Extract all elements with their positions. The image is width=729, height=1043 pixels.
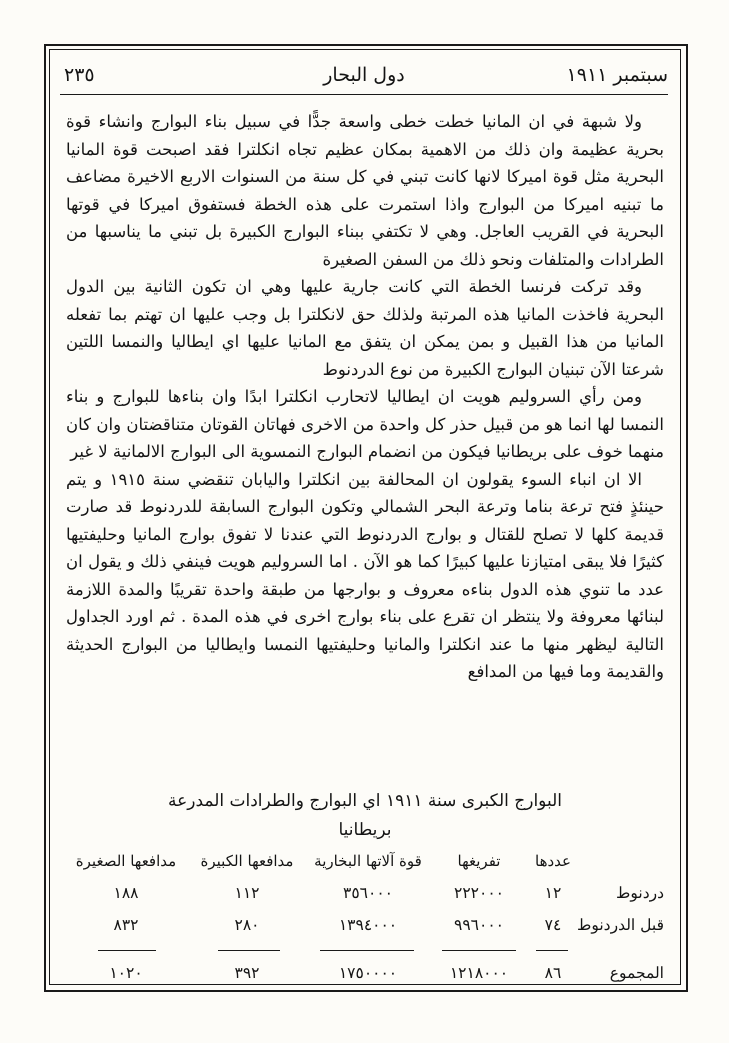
paragraph: ولا شبهة في ان المانيا خطت خطى واسعة جدًّا في سبيل بناء البوارج وانشاء قوة بحرية عظيمة وان ذلك من الاهمية بمكان عظيم تجاه انكلترا فقد اصبحت قوة المانيا البحرية مثل قوة اميركا لانها كانت تبني في كل سنة من السنوات الاربع الاخيرة مضاعف ما تبنيه اميركا من البوارج واذا استمرت على هذه الخطة فستفوق اميركا في قوتها البحرية في القريب العاجل. وهي لا تكتفي ببناء البوارج الكبيرة بل تبني ما يناسبها من الطرادات والمتلفات ونحو ذلك من السفن الصغيرة [66, 112, 664, 269]
table-total-row [66, 964, 664, 996]
table-cell: ٣٩٢ [234, 964, 260, 982]
column-header: عددها [535, 852, 571, 870]
sum-rule [442, 950, 516, 951]
table-cell: ٨٣٢ [113, 916, 139, 934]
table-cell: ١١٢ [234, 884, 260, 902]
table-cell: ٨٦ [544, 964, 562, 982]
column-header: تفريغها [457, 852, 501, 870]
article-body [66, 108, 664, 686]
table-cell: ١٢١٨٠٠٠ [449, 964, 509, 982]
running-header [60, 64, 668, 90]
header-title: دول البحار [323, 64, 405, 86]
row-label: قبل الدردنوط [577, 916, 664, 934]
row-label: دردنوط [616, 884, 664, 902]
column-header: مدافعها الكبيرة [200, 852, 294, 870]
header-rule [60, 94, 668, 95]
table-title: البوارج الكبرى سنة ١٩١١ اي البوارج والطرادات المدرعة [167, 791, 562, 811]
table-row [66, 916, 664, 948]
table-header-row [66, 852, 664, 884]
table-cell: ٢٢٢٠٠٠ [454, 884, 504, 902]
fleet-table [66, 852, 664, 990]
sum-rule [536, 950, 568, 951]
paragraph: الا ان انباء السوء يقولون ان المحالفة بين انكلترا واليابان تنقضي سنة ١٩١٥ و يتم حينئذٍ فتح ترعة بناما وترعة البحر الشمالي وتكون البوارج السابقة للدردنوط قد صارت قديمة كلها لا تصلح للقتال و بوارج الدردنوط التي عندنا لا تفوق بوارج المانيا وحليفتيها كثيرًا فلا يبقى امتيازنا عليها كبيرًا كما هو الآن . اما السرولیم هويت فينفي ذلك و يقول ان عدد ما تنوي هذه الدول بناءه معروف و بوارجها من طبقة واحدة تقريبًا والمدة اللازمة لبنائها معروفة ولا ينتظر ان تقرع على بناء بوارج اخرى في هذه المدة . ثم اورد الجداول التالية ليظهر منها ما عند انكلترا والمانيا وحليفتيها النمسا وايطاليا من البوارج الحديثة والقديمة وما فيها من المدافع [66, 469, 664, 681]
table-cell: ١٨٨ [113, 884, 139, 902]
table-cell: ١٠٢٠ [109, 964, 143, 982]
row-label: المجموع [609, 964, 664, 982]
table-cell: ١٣٩٤٠٠٠ [338, 916, 398, 934]
table-cell: ٣٥٦٠٠٠ [343, 884, 393, 902]
table-row [66, 884, 664, 916]
table-cell: ٢٨٠ [234, 916, 260, 934]
column-header: مدافعها الصغيرة [75, 852, 177, 870]
header-date: سبتمبر ١٩١١ [566, 64, 668, 86]
table-cell: ١٢ [544, 884, 562, 902]
page-number: ٢٣٥ [64, 64, 95, 86]
table-subtitle: بريطانيا [338, 820, 392, 840]
sum-rule [218, 950, 280, 951]
sum-rule [320, 950, 414, 951]
table-cell: ٧٤ [544, 916, 562, 934]
sum-rules [66, 948, 664, 958]
paragraph: ومن رأي السرولیم هويت ان ايطاليا لاتحارب انكلترا ابدًا وان بناءها للبوارج و بناء النمسا لها انما هو من قبيل حذر كل واحدة من الاخرى فهاتان القوتان متناقضتان وان كان منهما خوف على بريطانيا فيكون من انضمام البوارج النمسوية الى البوارج الالمانية لا غير [66, 387, 664, 461]
paragraph: وقد تركت فرنسا الخطة التي كانت جارية عليها وهي ان تكون الثانية بين الدول البحرية فاخذت المانيا هذه المرتبة ولذلك حق لانكلترا بل وجب عليها ان تهتم بما تفعله المانيا من هذا القبيل و بمن يمكن ان يتفق مع المانيا عليها اي ايطاليا والنمسا اللتين شرعتا الآن تبنيان البوارج الكبيرة من نوع الدردنوط [66, 277, 664, 379]
column-header: قوة آلاتها البخارية [314, 852, 422, 870]
table-cell: ٩٩٦٠٠٠ [454, 916, 504, 934]
sum-rule [98, 950, 156, 951]
table-cell: ١٧٥٠٠٠٠ [338, 964, 398, 982]
